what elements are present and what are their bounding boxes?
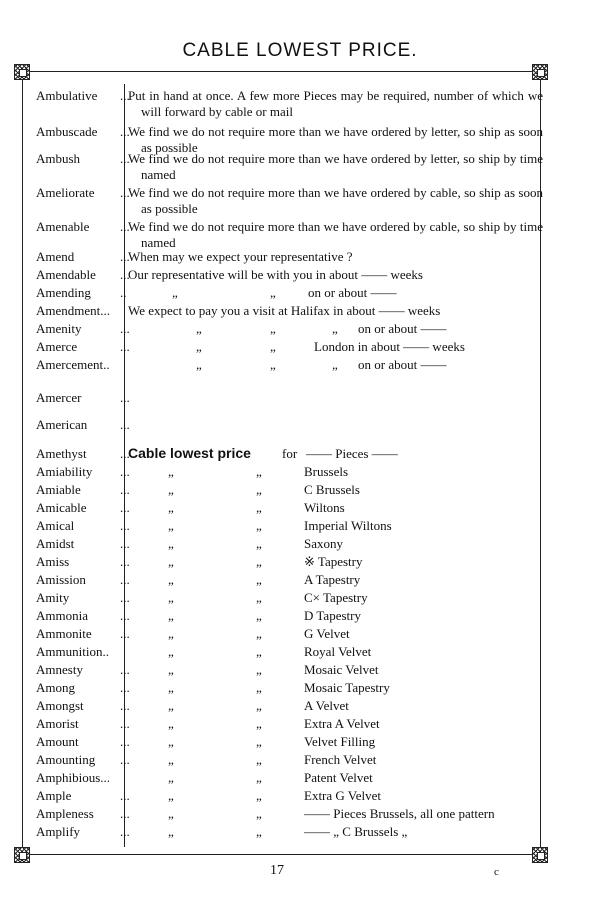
ditto-mark: „ xyxy=(256,464,262,479)
price-item: Brussels xyxy=(304,464,349,479)
ditto-mark: „ xyxy=(196,357,202,372)
entry-dots: ... xyxy=(120,267,130,282)
entry-word: Amendable xyxy=(36,267,96,282)
list-item xyxy=(36,644,536,662)
price-item: —— Pieces Brussels, all one pattern xyxy=(304,806,495,821)
list-item xyxy=(36,608,536,626)
entry-dots: ... xyxy=(120,626,130,641)
entry-word: Amicable xyxy=(36,500,87,515)
price-item: G Velvet xyxy=(304,626,350,641)
price-item: Velvet Filling xyxy=(304,734,376,749)
ditto-mark: „ xyxy=(196,321,202,336)
ditto-mark: „ xyxy=(256,806,262,821)
entry-word: Ambulative xyxy=(36,88,98,103)
ditto-mark: „ xyxy=(256,770,262,785)
list-item xyxy=(36,124,543,155)
ditto-mark: „ xyxy=(168,824,174,839)
entry-word: Amidst xyxy=(36,536,75,551)
ditto-mark: „ xyxy=(256,644,262,659)
price-item: D Tapestry xyxy=(304,608,361,623)
ditto-mark: „ xyxy=(168,662,174,677)
entry-word: Amenable xyxy=(36,219,90,234)
price-item: Imperial Wiltons xyxy=(304,518,392,533)
entry-word: Amerce xyxy=(36,339,78,354)
list-item xyxy=(36,788,536,806)
entry-dots: ... xyxy=(120,716,130,731)
list-item xyxy=(36,321,536,339)
price-item: C Brussels xyxy=(304,482,360,497)
price-item: French Velvet xyxy=(304,752,377,767)
entry-word: Amiability xyxy=(36,464,93,479)
entry-meaning: We find we do not require more than we have ordered by letter, so ship as soon as possible xyxy=(128,124,543,155)
ditto-mark: „ xyxy=(168,554,174,569)
ditto-mark: „ xyxy=(168,464,174,479)
list-item xyxy=(36,536,536,554)
entry-meaning: When may we expect your representative ? xyxy=(128,249,353,264)
signature-mark: c xyxy=(494,866,499,878)
entry-word: Among xyxy=(36,680,75,695)
ditto-mark: „ xyxy=(256,554,262,569)
list-item xyxy=(36,219,543,250)
left-rule xyxy=(22,80,23,847)
ditto-mark: „ xyxy=(168,752,174,767)
list-item xyxy=(36,572,536,590)
entry-word: Amethyst xyxy=(36,446,87,461)
ditto-mark: „ xyxy=(168,788,174,803)
entry-word: Ammunition.. xyxy=(36,644,109,659)
entry-dots: ... xyxy=(120,734,130,749)
ditto-mark: „ xyxy=(256,662,262,677)
ditto-mark: „ xyxy=(168,518,174,533)
entry-word: Amity xyxy=(36,590,70,605)
entry-dots: ... xyxy=(120,824,130,839)
ditto-mark: „ xyxy=(168,734,174,749)
entry-dots: ... xyxy=(120,482,130,497)
list-item xyxy=(36,698,536,716)
entry-dots: ... xyxy=(120,590,130,605)
price-item: Patent Velvet xyxy=(304,770,373,785)
list-item xyxy=(36,626,536,644)
ditto-mark: „ xyxy=(168,680,174,695)
ditto-mark: „ xyxy=(168,644,174,659)
corner-ornament-icon xyxy=(532,64,548,80)
entry-dots: ... xyxy=(120,806,130,821)
ditto-mark: „ xyxy=(168,536,174,551)
entry-dots: ... xyxy=(120,464,130,479)
ditto-mark: „ xyxy=(256,608,262,623)
price-item: Royal Velvet xyxy=(304,644,372,659)
entry-word: Ambush xyxy=(36,151,81,166)
list-item xyxy=(36,806,536,824)
price-item: Mosaic Tapestry xyxy=(304,680,390,695)
list-item xyxy=(36,357,536,375)
entry-dots: .. xyxy=(120,285,127,300)
list-item xyxy=(36,518,536,536)
entry-meaning: We find we do not require more than we have ordered by letter, so ship by time named xyxy=(128,151,543,182)
ditto-mark: „ xyxy=(256,788,262,803)
entry-dots: ... xyxy=(120,339,130,354)
list-item xyxy=(36,662,536,680)
entry-meaning: Our representative will be with you in about —— weeks xyxy=(128,267,423,282)
ditto-mark: „ xyxy=(168,500,174,515)
entry-dots: ... xyxy=(120,124,130,139)
ditto-mark: „ xyxy=(168,716,174,731)
entry-word: Ambuscade xyxy=(36,124,98,139)
entry-dots: ... xyxy=(120,698,130,713)
list-item xyxy=(36,464,536,482)
entry-word: Amphibious... xyxy=(36,770,111,785)
pieces-label: —— Pieces —— xyxy=(306,446,398,461)
entry-dots: ... xyxy=(120,608,130,623)
ditto-mark: „ xyxy=(256,518,262,533)
entry-word: Ammonia xyxy=(36,608,88,623)
list-item xyxy=(36,590,536,608)
list-item xyxy=(36,88,543,119)
entry-word: Ampleness xyxy=(36,806,94,821)
ditto-mark: „ xyxy=(168,482,174,497)
price-item: Saxony xyxy=(304,536,343,551)
corner-ornament-icon xyxy=(14,847,30,863)
entry-word: Amiss xyxy=(36,554,70,569)
list-item xyxy=(36,285,536,303)
price-item: —— „ C Brussels „ xyxy=(304,824,408,839)
bottom-rule xyxy=(30,854,532,855)
ditto-mark: „ xyxy=(168,806,174,821)
entry-dots: ... xyxy=(120,390,130,405)
ditto-mark: „ xyxy=(256,824,262,839)
entry-word: Ameliorate xyxy=(36,185,95,200)
price-item: Mosaic Velvet xyxy=(304,662,379,677)
entry-dots: ... xyxy=(120,680,130,695)
list-item xyxy=(36,752,536,770)
list-item xyxy=(36,249,536,267)
entry-dots: ... xyxy=(120,219,130,234)
ditto-mark: „ xyxy=(332,321,338,336)
entry-word: Amnesty xyxy=(36,662,83,677)
list-item xyxy=(36,185,543,216)
entry-meaning: We find we do not require more than we have ordered by cable, so ship as soon as possible xyxy=(128,185,543,216)
ditto-mark: „ xyxy=(168,770,174,785)
entry-word: Amiable xyxy=(36,482,81,497)
entry-dots: ... xyxy=(120,249,130,264)
list-item xyxy=(36,267,536,285)
entry-word: Amorist xyxy=(36,716,79,731)
list-item xyxy=(36,554,536,572)
ditto-mark: „ xyxy=(168,626,174,641)
entry-meaning: on or about —— xyxy=(358,321,447,336)
ditto-mark: „ xyxy=(256,572,262,587)
price-item: A Tapestry xyxy=(304,572,361,587)
list-item xyxy=(36,303,536,321)
list-item xyxy=(36,500,536,518)
entry-dots: ... xyxy=(120,572,130,587)
entry-word: Ample xyxy=(36,788,72,803)
entry-word: Amongst xyxy=(36,698,84,713)
ditto-mark: „ xyxy=(256,626,262,641)
entry-word: Amercer xyxy=(36,390,82,405)
list-item xyxy=(36,151,543,182)
entry-meaning: on or about —— xyxy=(308,285,397,300)
ditto-mark: „ xyxy=(270,321,276,336)
list-item xyxy=(36,716,536,734)
entry-dots: ... xyxy=(120,752,130,767)
list-item xyxy=(36,417,536,435)
entry-dots: ... xyxy=(120,536,130,551)
entry-dots: ... xyxy=(120,554,130,569)
list-item xyxy=(36,390,536,408)
ditto-mark: „ xyxy=(256,698,262,713)
entry-dots: ... xyxy=(120,88,130,103)
list-item xyxy=(36,446,536,464)
price-item: Extra A Velvet xyxy=(304,716,380,731)
entry-word: Amend xyxy=(36,249,75,264)
entry-word: Amending xyxy=(36,285,91,300)
price-item: Extra G Velvet xyxy=(304,788,382,803)
entry-word: American xyxy=(36,417,88,432)
price-item: C× Tapestry xyxy=(304,590,368,605)
ditto-mark: „ xyxy=(270,285,276,300)
ditto-mark: „ xyxy=(256,734,262,749)
page-number: 17 xyxy=(270,863,284,878)
entry-dots: ... xyxy=(120,185,130,200)
ditto-mark: „ xyxy=(172,285,178,300)
entry-meaning: Put in hand at once. A few more Pieces may be required, number of which we will forward by cable or mail xyxy=(128,88,543,119)
entry-dots: ... xyxy=(120,321,130,336)
list-item xyxy=(36,482,536,500)
entry-dots: ... xyxy=(120,500,130,515)
ditto-mark: „ xyxy=(256,590,262,605)
ditto-mark: „ xyxy=(196,339,202,354)
entry-word: Amercement.. xyxy=(36,357,110,372)
entry-dots: ... xyxy=(120,417,130,432)
ditto-mark: „ xyxy=(168,608,174,623)
ditto-mark: „ xyxy=(168,572,174,587)
list-item xyxy=(36,734,536,752)
price-item: ※ Tapestry xyxy=(304,554,363,569)
entry-dots: ... xyxy=(120,446,130,461)
price-item: A Velvet xyxy=(304,698,349,713)
list-item xyxy=(36,339,536,357)
entry-word: Amount xyxy=(36,734,79,749)
entry-meaning: on or about —— xyxy=(358,357,447,372)
entry-word: Amical xyxy=(36,518,75,533)
ditto-mark: „ xyxy=(270,357,276,372)
entry-meaning: London in about —— weeks xyxy=(314,339,465,354)
ditto-mark: „ xyxy=(332,357,338,372)
ditto-mark: „ xyxy=(270,339,276,354)
page-title: CABLE LOWEST PRICE. xyxy=(182,40,418,61)
entry-dots: ... xyxy=(120,518,130,533)
entry-dots: ... xyxy=(120,788,130,803)
list-item xyxy=(36,770,536,788)
list-item xyxy=(36,824,536,842)
entry-dots: ... xyxy=(120,662,130,677)
ditto-mark: „ xyxy=(168,590,174,605)
ditto-mark: „ xyxy=(256,716,262,731)
list-item xyxy=(36,680,536,698)
cable-lowest-price-heading: Cable lowest price xyxy=(128,445,251,461)
corner-ornament-icon xyxy=(14,64,30,80)
entry-word: Amenity xyxy=(36,321,82,336)
ditto-mark: „ xyxy=(168,698,174,713)
price-item: Wiltons xyxy=(304,500,345,515)
entry-word: Amission xyxy=(36,572,86,587)
ditto-mark: „ xyxy=(256,752,262,767)
ditto-mark: „ xyxy=(256,536,262,551)
ditto-mark: „ xyxy=(256,500,262,515)
entry-word: Amounting xyxy=(36,752,96,767)
entry-dots: ... xyxy=(120,151,130,166)
corner-ornament-icon xyxy=(532,847,548,863)
entry-meaning: We find we do not require more than we have ordered by cable, so ship by time named xyxy=(128,219,543,250)
entry-word: Amplify xyxy=(36,824,81,839)
entry-word: Ammonite xyxy=(36,626,92,641)
for-label: for xyxy=(282,446,298,461)
entry-meaning: We expect to pay you a visit at Halifax in about —— weeks xyxy=(128,303,441,318)
ditto-mark: „ xyxy=(256,482,262,497)
ditto-mark: „ xyxy=(256,680,262,695)
top-rule xyxy=(30,71,532,72)
entry-word: Amendment... xyxy=(36,303,111,318)
